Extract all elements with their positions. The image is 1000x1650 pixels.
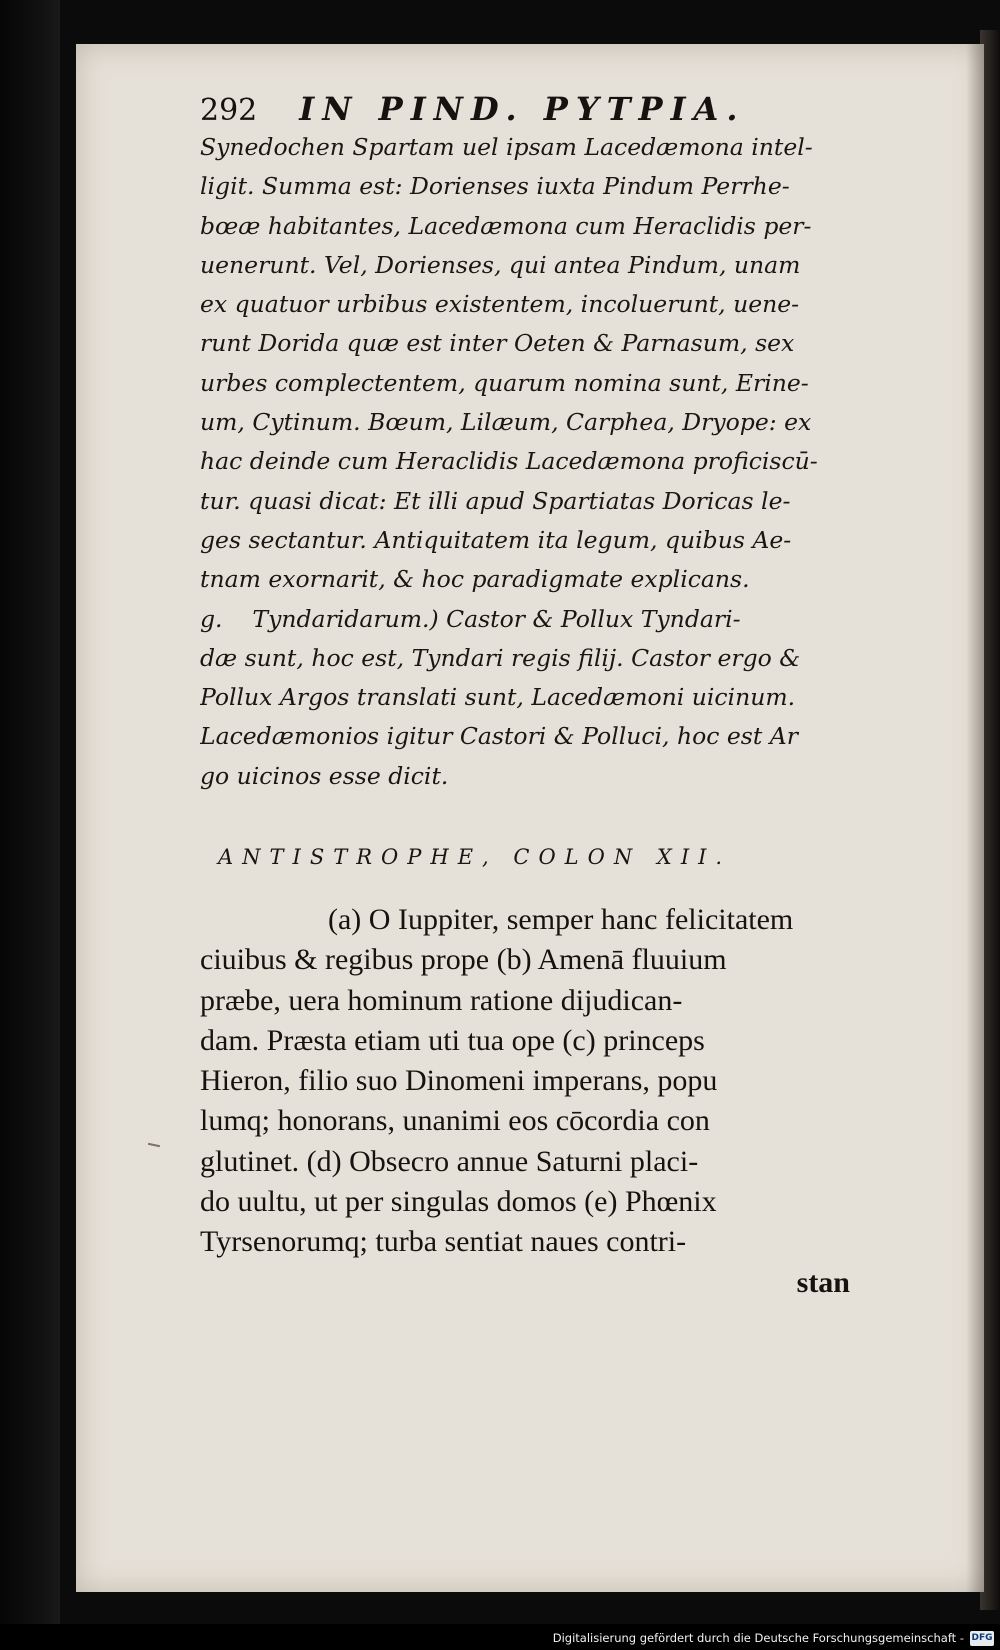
commentary-line: uenerunt. Vel, Dorienses, qui antea Pindum, unam <box>200 250 801 279</box>
commentary-line: urbes complectentem, quarum nomina sunt, Erine- <box>200 368 809 397</box>
commentary-line: Pollux Argos translati sunt, Lacedæmoni uicinum. <box>200 683 796 712</box>
commentary-line: runt Dorida quæ est inter Oeten & Parnasum, sex <box>200 329 795 358</box>
commentary-line: bœæ habitantes, Lacedæmona cum Heraclidis per- <box>200 211 812 240</box>
commentary-line: dæ sunt, hoc est, Tyndari regis filij. Castor ergo & <box>200 643 801 672</box>
translation-block <box>200 900 850 1303</box>
translation-line: lumq; honorans, unanimi eos cōcordia con <box>200 1104 710 1138</box>
book-binding-left <box>0 0 60 1650</box>
translation-line: præbe, uera hominum ratione dijudican- <box>200 983 683 1017</box>
dfg-logo-icon: DFG <box>970 1631 994 1646</box>
catchword: stan <box>796 1265 850 1299</box>
commentary-line: hac deinde cum Heraclidis Lacedæmona proficiscū- <box>200 447 818 476</box>
commentary-line: tur. quasi dicat: Et illi apud Spartiatas Doricas le- <box>200 486 791 515</box>
translation-line: dam. Præsta etiam uti tua ope (c) princeps <box>200 1023 705 1057</box>
footer-bar <box>0 1624 1000 1650</box>
commentary-line: ges sectantur. Antiquitatem ita legum, quibus Ae- <box>200 525 792 554</box>
commentary-line: g. Tyndaridarum.) Castor & Pollux Tyndari- <box>200 604 741 633</box>
commentary-line: go uicinos esse dicit. <box>200 761 449 790</box>
commentary-block <box>200 128 850 796</box>
page-edge-shadow <box>966 44 984 1592</box>
translation-line: glutinet. (d) Obsecro annue Saturni placi- <box>200 1144 699 1178</box>
translation-line: (a) O Iuppiter, semper hanc felicitatem <box>328 903 794 936</box>
commentary-line: Synedochen Spartam uel ipsam Lacedæmona intel- <box>200 133 813 161</box>
section-heading: ANTISTROPHE, COLON XII. <box>218 845 732 869</box>
page-number: 292 <box>200 93 258 128</box>
commentary-line: ex quatuor urbibus existentem, incoluerunt, uene- <box>200 290 800 319</box>
page-header <box>200 90 840 128</box>
translation-line: do uultu, ut per singulas domos (e) Phœnix <box>200 1185 717 1219</box>
translation-line: Hieron, filio suo Dinomeni imperans, popu <box>200 1064 718 1098</box>
running-title: IN PIND. PYTPIA. <box>299 90 746 128</box>
commentary-line: um, Cytinum. Bœum, Lilæum, Carphea, Dryope: ex <box>200 408 812 437</box>
commentary-line: ligit. Summa est: Dorienses iuxta Pindum Perrhe- <box>200 172 790 201</box>
funding-credit: Digitalisierung gefördert durch die Deutsche Forschungsgemeinschaft - <box>552 1631 964 1645</box>
translation-line: ciuibus & regibus prope (b) Amenā fluuium <box>200 943 727 977</box>
commentary-line: tnam exornarit, & hoc paradigmate explicans. <box>200 565 750 594</box>
translation-line: Tyrsenorumq; turba sentiat naues contri- <box>200 1225 687 1259</box>
commentary-line: Lacedæmonios igitur Castori & Polluci, hoc est Ar <box>200 722 798 751</box>
